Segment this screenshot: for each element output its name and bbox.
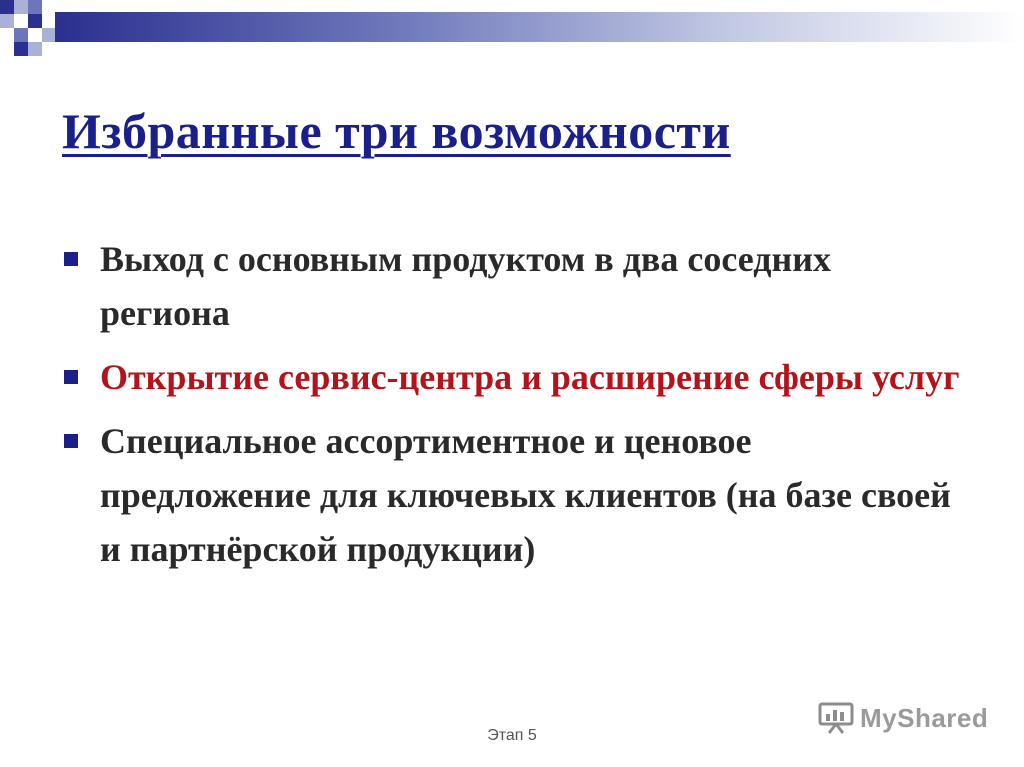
projector-screen-icon [818,701,854,735]
bullet-text: Выход с основным продуктом в два соседних региона [100,239,831,333]
decor-square [0,14,14,28]
watermark [818,698,988,738]
bullet-text: Открытие сервис-центра и расширение сферы услуг [100,357,960,397]
square-bullet-icon [64,434,78,448]
decor-square [42,28,56,42]
watermark-text: MyShared [860,702,989,733]
decor-square [0,0,14,14]
slide-footer: Этап 5 [487,727,537,744]
slide-title: Избранные три возможности [62,103,731,159]
bullet-text: Специальное ассортиментное и ценовое предложение для ключевых клиентов (на базе своей и партнёрской продукции) [100,421,951,569]
decor-square [28,42,42,56]
decor-square [14,0,28,14]
bullet-item [62,232,962,340]
bullet-item-highlighted [62,350,962,404]
square-bullet-icon [64,370,78,384]
decor-square [28,14,42,28]
square-bullet-icon [64,252,78,266]
header-gradient-bar [55,12,1024,42]
decor-square [14,42,28,56]
bullet-item [62,414,962,576]
bullet-list [62,232,962,586]
decor-square [28,0,42,14]
decor-square [14,28,28,42]
